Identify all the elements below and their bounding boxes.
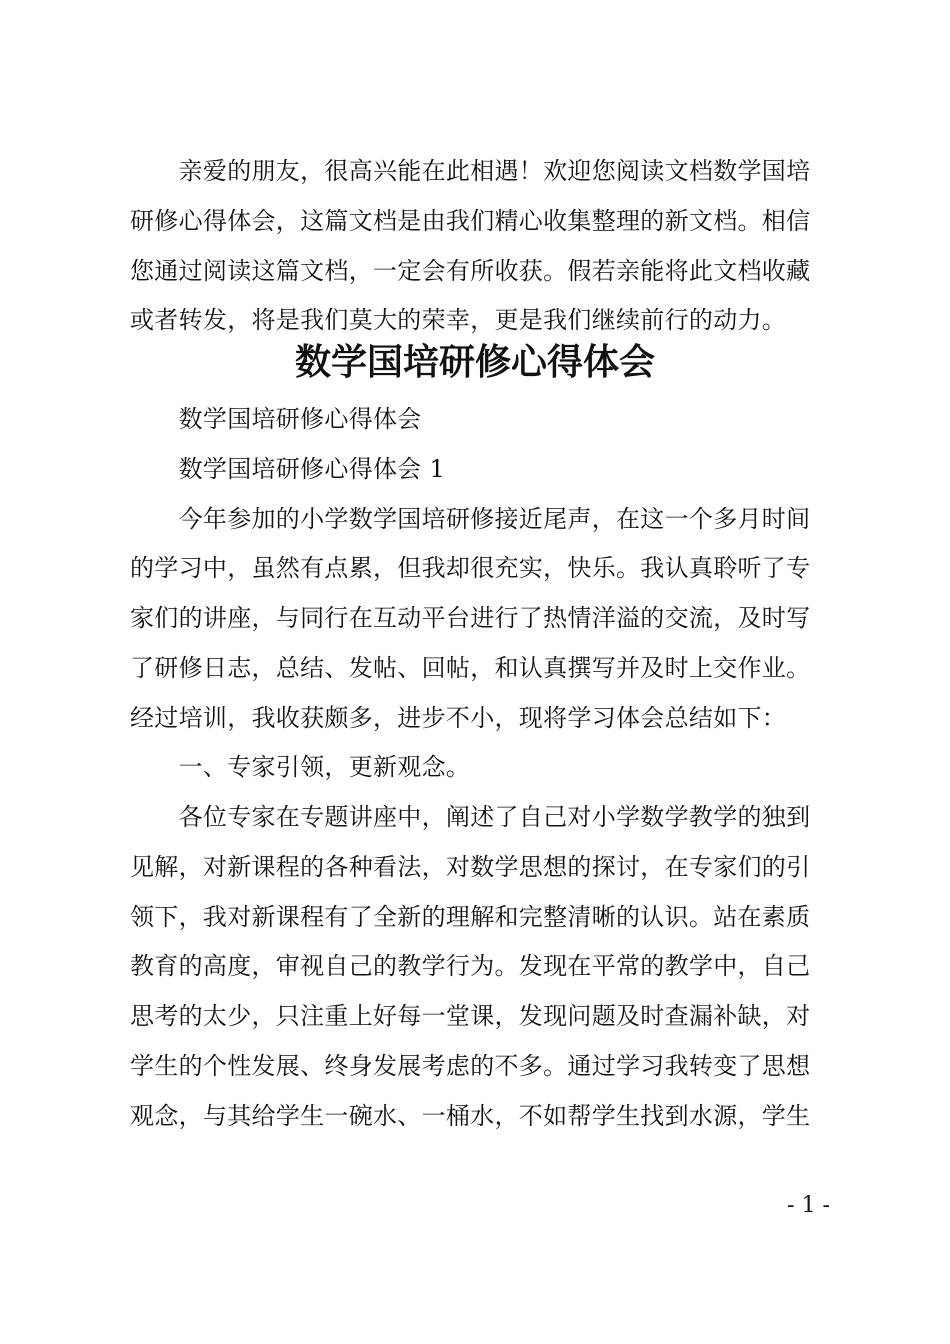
body-line: 家们的讲座，与同行在互动平台进行了热情洋溢的交流，及时写 <box>130 604 811 632</box>
body-line: 了研修日志，总结、发帖、回帖，和认真撰写并及时上交作业。 <box>130 654 811 682</box>
body-line: 数学国培研修心得体会 1 <box>130 455 446 483</box>
intro-line: 研修心得体会，这篇文档是由我们精心收集整理的新文档。相信 <box>130 207 811 235</box>
body-line: 数学国培研修心得体会 <box>130 405 422 433</box>
body-line: 领下，我对新课程有了全新的理解和完整清晰的认识。站在素质 <box>130 903 811 931</box>
body-line: 的学习中，虽然有点累，但我却很充实，快乐。我认真聆听了专 <box>130 554 811 582</box>
body-line: 今年参加的小学数学国培研修接近尾声，在这一个多月时间 <box>130 505 811 533</box>
document-title: 数学国培研修心得体会 <box>294 342 655 383</box>
intro-line: 或者转发，将是我们莫大的荣幸，更是我们继续前行的动力。 <box>130 306 787 334</box>
body-line: 学生的个性发展、终身发展考虑的不多。通过学习我转变了思想 <box>130 1052 811 1080</box>
body-line: 各位专家在专题讲座中，阐述了自己对小学数学教学的独到 <box>130 803 811 831</box>
body-line: 教育的高度，审视自己的教学行为。发现在平常的教学中，自己 <box>130 952 811 980</box>
page-number: - 1 - <box>787 1193 830 1218</box>
section-heading: 一、专家引领，更新观念。 <box>130 753 471 781</box>
body-line: 经过培训，我收获颇多，进步不小，现将学习体会总结如下： <box>130 704 787 732</box>
body-line: 见解，对新课程的各种看法，对数学思想的探讨，在专家们的引 <box>130 853 811 881</box>
body-line: 观念，与其给学生一碗水、一桶水，不如帮学生找到水源，学生 <box>130 1102 811 1130</box>
intro-line: 亲爱的朋友，很高兴能在此相遇！欢迎您阅读文档数学国培 <box>130 157 811 185</box>
intro-line: 您通过阅读这篇文档，一定会有所收获。假若亲能将此文档收藏 <box>130 257 811 285</box>
body-line: 思考的太少，只注重上好每一堂课，发现问题及时查漏补缺，对 <box>130 1002 811 1030</box>
